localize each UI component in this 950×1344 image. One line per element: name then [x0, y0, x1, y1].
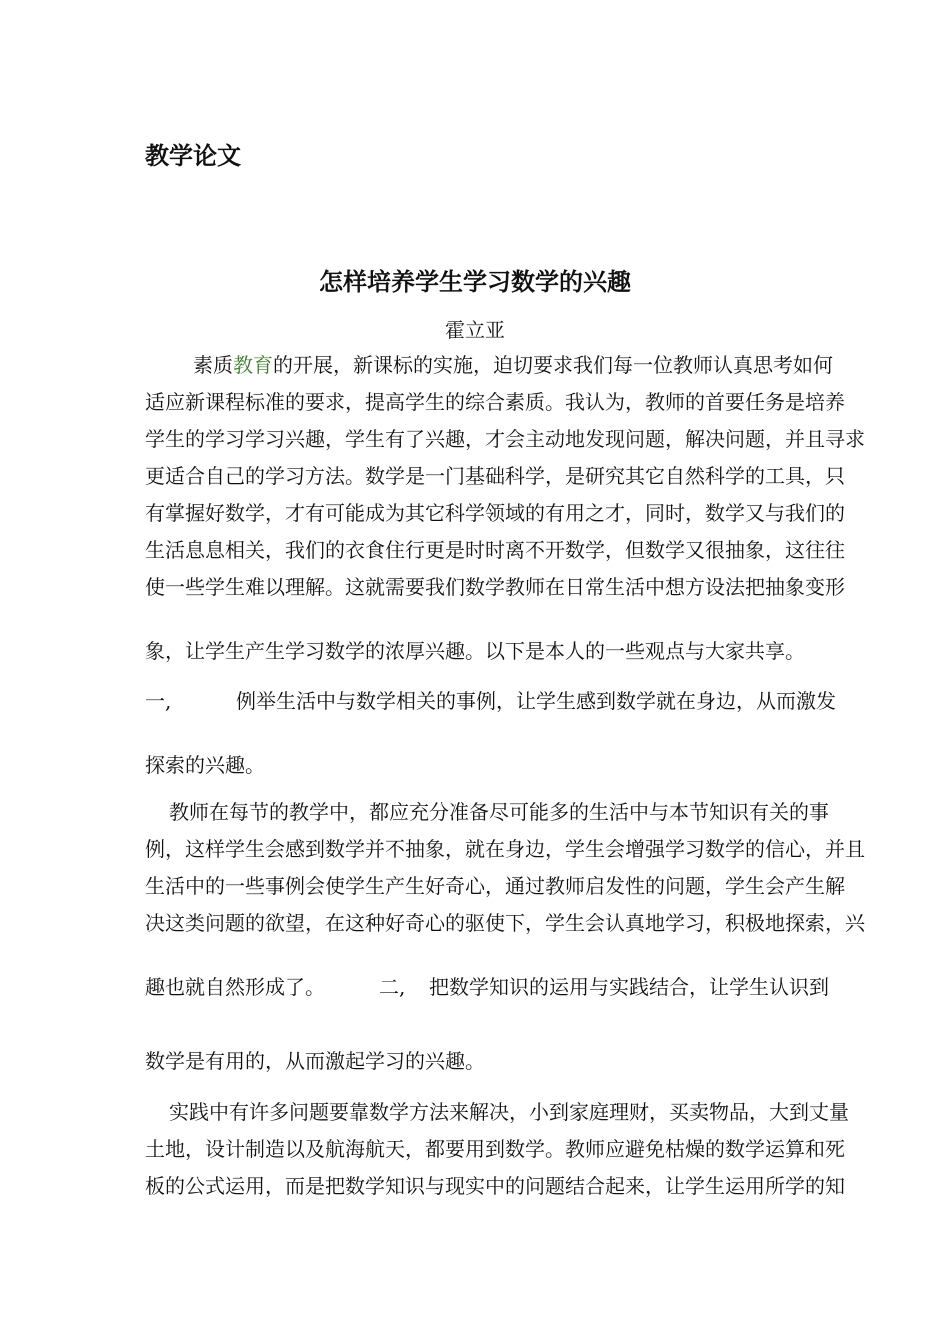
section2-heading-line-2: 数学是有用的，从而激起学习的兴趣。: [145, 1049, 485, 1073]
section2-heading-line-1: 把数学知识的运用与实践结合，让学生认识到: [429, 975, 829, 999]
intro-line-8: 象，让学生产生学习数学的浓厚兴趣。以下是本人的一些观点与大家共享。: [145, 639, 805, 663]
category-heading: 教学论文: [145, 142, 241, 170]
intro-line-5: 有掌握好数学，才有可能成为其它科学领域的有用之才，同时，数学又与我们的: [145, 501, 845, 525]
intro-line-6: 生活息息相关，我们的衣食住行更是时时离不开数学，但数学又很抽象，这往往: [145, 538, 845, 562]
intro-line-7: 使一些学生难以理解。这就需要我们数学教师在日常生活中想方设法把抽象变形: [145, 575, 845, 599]
section1-body-line-3: 生活中的一些事例会使学生产生好奇心，通过教师启发性的问题，学生会产生解: [145, 874, 845, 898]
intro-text: 素质: [193, 353, 233, 377]
education-link[interactable]: 教育: [233, 353, 273, 377]
intro-line-4: 更适合自己的学习方法。数学是一门基础科学，是研究其它自然科学的工具，只: [145, 464, 845, 488]
section1-body-line-1: 教师在每节的教学中，都应充分准备尽可能多的生活中与本节知识有关的事: [169, 800, 829, 824]
section1-body-last: 趣也就自然形成了。: [145, 975, 325, 999]
section1-heading-line-2: 探索的兴趣。: [145, 753, 265, 777]
section2-body-line-3: 板的公式运用，而是把数学知识与现实中的问题结合起来，让学生运用所学的知: [145, 1174, 845, 1198]
intro-line-3: 学生的学习学习兴趣，学生有了兴趣，才会主动地发现问题，解决问题，并且寻求: [145, 427, 865, 451]
section2-body-line-2: 土地，设计制造以及航海航天，都要用到数学。教师应避免枯燥的数学运算和死: [145, 1137, 845, 1161]
section1-body-line-2: 例，这样学生会感到数学并不抽象，就在身边，学生会增强学习数学的信心，并且: [145, 837, 865, 861]
section2-number: 二,: [379, 975, 406, 999]
intro-line-1: [193, 351, 833, 379]
author-name: 霍立亚: [445, 318, 505, 342]
section1-number: 一,: [145, 689, 172, 713]
section1-body-line-4: 决这类问题的欲望，在这种好奇心的驱使下，学生会认真地学习，积极地探索，兴: [145, 911, 865, 935]
paper-title: 怎样培养学生学习数学的兴趣: [319, 268, 631, 296]
intro-line-2: 适应新课程标准的要求，提高学生的综合素质。我认为，教师的首要任务是培养: [145, 390, 845, 414]
intro-text: 的开展，新课标的实施，迫切要求我们每一位教师认真思考如何: [273, 353, 833, 377]
section1-heading-line-1: 例举生活中与数学相关的事例，让学生感到数学就在身边，从而激发: [236, 689, 836, 713]
section2-body-line-1: 实践中有许多问题要靠数学方法来解决，小到家庭理财，买卖物品，大到丈量: [169, 1100, 849, 1124]
